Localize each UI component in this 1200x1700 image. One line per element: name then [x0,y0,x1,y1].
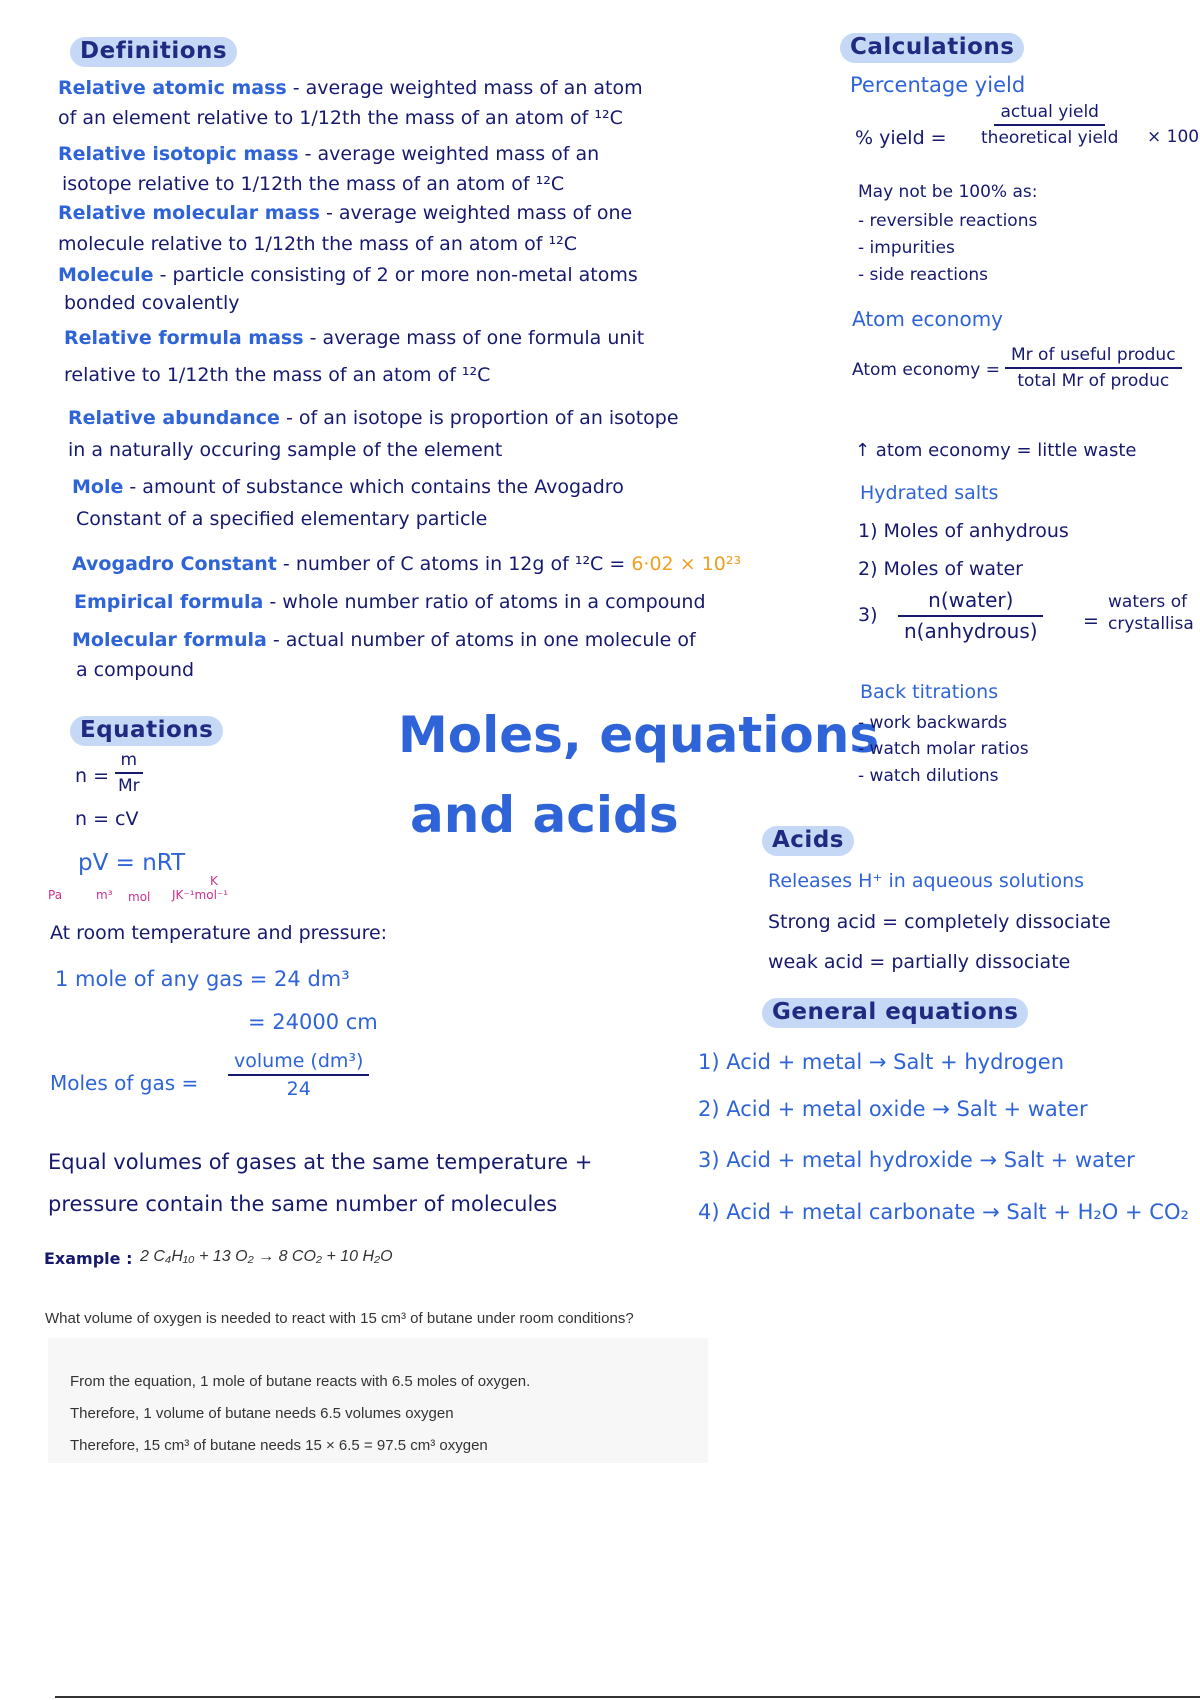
page-title-line1: Moles, equations [398,706,880,764]
moles-gas-fraction: volume (dm³) 24 [228,1050,369,1100]
back-titrations-title: Back titrations [860,681,999,703]
general-equation: 3) Acid + metal hydroxide → Salt + water [698,1148,1135,1172]
avogadro-law-line2: pressure contain the same number of molecules [48,1192,558,1216]
definition-cont: relative to 1/12th the mass of an atom of ¹²C [64,364,491,386]
acids-strong: Strong acid = completely dissociate [768,911,1111,933]
hydrated-result: crystallisa [1108,614,1194,634]
acids-header: Acids [762,826,854,856]
example-working-line: Therefore, 1 volume of butane needs 6.5 volumes oxygen [70,1405,454,1422]
definition-cont: a compound [76,659,195,681]
acids-releases: Releases H⁺ in aqueous solutions [768,870,1085,892]
equations-header: Equations [70,716,223,746]
example-equation: 2 C₄H₁₀ + 13 O₂ → 8 CO₂ + 10 H₂O [140,1248,393,1265]
bottom-rule [55,1696,1200,1698]
unit-m3: m³ [96,888,113,902]
definition-cont: molecule relative to 1/12th the mass of an atom of ¹²C [58,233,578,255]
hydrated-equals: = [1083,610,1099,632]
example-working-line: Therefore, 15 cm³ of butane needs 15 × 6.5 = 97.5 cm³ oxygen [70,1437,488,1454]
acids-weak: weak acid = partially dissociate [768,951,1071,973]
not-100-label: May not be 100% as: [858,182,1038,202]
mole-gas-volume-cm: = 24000 cm [248,1010,378,1034]
example-label: Example : [44,1249,133,1268]
unit-pa: Pa [48,888,63,902]
hydrated-fraction: n(water) n(anhydrous) [898,588,1044,643]
hydrated-step-3: 3) [858,604,878,626]
page-title-line2: and acids [410,786,679,844]
definition-cont: isotope relative to 1/12th the mass of an atom of ¹²C [62,173,565,195]
percentage-yield-fraction: actual yield theoretical yield [981,102,1119,148]
definition-cont: of an element relative to 1/12th the mass of an atom of ¹²C [58,107,623,129]
general-equation: 1) Acid + metal → Salt + hydrogen [698,1050,1065,1074]
example-question: What volume of oxygen is needed to react with 15 cm³ of butane under room conditions? [45,1310,634,1327]
definitions-header: Definitions [70,37,237,67]
back-titration-item: - watch molar ratios [858,739,1029,759]
percentage-yield-label: % yield = [855,127,947,149]
definition-mole: Mole - amount of substance which contains the Avogadro [72,476,624,498]
hydrated-result: waters of [1108,592,1188,612]
example-working-line: From the equation, 1 mole of butane reacts with 6.5 moles of oxygen. [70,1373,531,1390]
definition-relative-molecular-mass: Relative molecular mass - average weighted mass of one [58,202,633,224]
back-titration-item: - work backwards [858,713,1008,733]
moles-formula-label: n = [75,765,110,787]
general-equations-header: General equations [762,998,1028,1028]
percentage-yield-title: Percentage yield [850,73,1026,97]
hydrated-step: 1) Moles of anhydrous [858,520,1069,542]
percentage-yield-times: × 100 [1147,127,1200,147]
avogadro-value: 6·02 × 10²³ [631,553,742,575]
definition-relative-abundance: Relative abundance - of an isotope is proportion of an isotope [68,407,679,429]
moles-gas-label: Moles of gas = [50,1071,199,1095]
yield-reason: - side reactions [858,265,989,285]
definition-cont: Constant of a specified elementary particle [76,508,488,530]
hydrated-salts-title: Hydrated salts [860,482,999,504]
definition-avogadro-constant: Avogadro Constant - number of C atoms in 12g of ¹²C = 6·02 × 10²³ [72,553,742,575]
definition-cont: in a naturally occuring sample of the element [68,439,503,461]
definition-relative-formula-mass: Relative formula mass - average mass of one formula unit [64,327,645,349]
definition-relative-atomic-mass: Relative atomic mass - average weighted mass of an atom [58,77,643,99]
yield-reason: - reversible reactions [858,211,1038,231]
atom-economy-label: Atom economy = [852,360,1001,380]
unit-jk: JK⁻¹mol⁻¹ [172,888,229,902]
back-titration-item: - watch dilutions [858,766,999,786]
avogadro-law-line1: Equal volumes of gases at the same temperature + [48,1150,593,1174]
unit-k: K [210,874,218,888]
definition-molecule: Molecule - particle consisting of 2 or more non-metal atoms [58,264,638,286]
unit-mol: mol [128,890,151,904]
general-equation: 2) Acid + metal oxide → Salt + water [698,1097,1088,1121]
rtp-label: At room temperature and pressure: [50,922,388,944]
ncv-equation: n = cV [75,808,139,830]
general-equation: 4) Acid + metal carbonate → Salt + H₂O + CO₂ [698,1200,1189,1224]
definition-molecular-formula: Molecular formula - actual number of atoms in one molecule of [72,629,696,651]
definition-empirical-formula: Empirical formula - whole number ratio of atoms in a compound [74,591,706,613]
definition-cont: bonded covalently [64,292,240,314]
atom-economy-note: ↑ atom economy = little waste [855,440,1137,461]
calculations-header: Calculations [840,33,1024,63]
definition-relative-isotopic-mass: Relative isotopic mass - average weighted mass of an [58,143,600,165]
moles-formula-fraction: $\frac{m}{Mr}$ [112,750,146,796]
yield-reason: - impurities [858,238,955,258]
ideal-gas-equation: pV = nRT [78,850,186,876]
atom-economy-title: Atom economy [852,307,1004,331]
atom-economy-fraction: Mr of useful produc total Mr of produc [1005,345,1182,391]
hydrated-step: 2) Moles of water [858,558,1023,580]
mole-gas-volume: 1 mole of any gas = 24 dm³ [55,967,350,991]
